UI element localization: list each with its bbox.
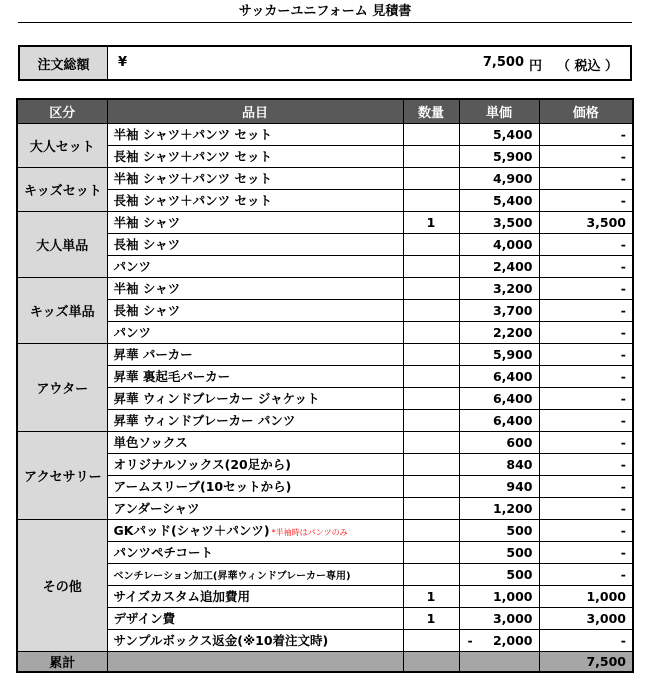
price-cell: - bbox=[539, 541, 633, 563]
unit-price-cell bbox=[459, 167, 539, 189]
item-cell bbox=[107, 211, 403, 233]
item-name: 半袖 シャツ bbox=[113, 281, 181, 296]
header-price: 価格 bbox=[539, 99, 633, 123]
summary-label: 累計 bbox=[17, 651, 107, 672]
price-cell: - bbox=[539, 255, 633, 277]
unit-price-value: 3,500 bbox=[492, 214, 533, 230]
table-row bbox=[17, 541, 633, 563]
item-name: アームスリーブ(10セットから) bbox=[113, 479, 292, 494]
quantity-cell[interactable] bbox=[403, 475, 459, 497]
table-row bbox=[17, 629, 633, 651]
category-cell: 大人単品 bbox=[17, 211, 107, 277]
table-row bbox=[17, 255, 633, 277]
order-total-label: 注文総額 bbox=[20, 47, 108, 79]
price-cell: - bbox=[539, 519, 633, 541]
estimate-table-body bbox=[17, 123, 633, 672]
unit-price-value: 3,000 bbox=[492, 610, 533, 626]
item-name: 長袖 シャツ＋パンツ セット bbox=[113, 149, 272, 164]
table-row bbox=[17, 277, 633, 299]
table-row bbox=[17, 123, 633, 145]
item-cell bbox=[107, 475, 403, 497]
unit-price-value: 6,400 bbox=[492, 412, 533, 428]
item-name: デザイン費 bbox=[113, 611, 176, 626]
item-name: サイズカスタム追加費用 bbox=[113, 589, 251, 604]
item-cell bbox=[107, 607, 403, 629]
unit-price-value: 5,900 bbox=[492, 346, 533, 362]
unit-price-cell bbox=[459, 189, 539, 211]
price-cell: - bbox=[539, 145, 633, 167]
unit-price-value: 4,000 bbox=[492, 236, 533, 252]
order-total-unit: 円 bbox=[528, 59, 542, 74]
table-row bbox=[17, 431, 633, 453]
item-cell bbox=[107, 387, 403, 409]
item-cell bbox=[107, 519, 403, 541]
item-cell bbox=[107, 145, 403, 167]
item-cell bbox=[107, 167, 403, 189]
header-item: 品目 bbox=[107, 99, 403, 123]
item-cell bbox=[107, 541, 403, 563]
quantity-cell[interactable] bbox=[403, 321, 459, 343]
item-name: 昇華 パーカー bbox=[113, 347, 193, 362]
item-note: *半袖時はパンツのみ bbox=[271, 528, 348, 537]
table-row bbox=[17, 453, 633, 475]
category-cell: キッズセット bbox=[17, 167, 107, 211]
item-name: 昇華 ウィンドブレーカー パンツ bbox=[113, 413, 296, 428]
item-cell bbox=[107, 189, 403, 211]
item-cell bbox=[107, 343, 403, 365]
summary-empty-cell bbox=[459, 651, 539, 672]
price-cell: - bbox=[539, 453, 633, 475]
tax-included-note: （ 税込 ） bbox=[556, 59, 618, 74]
item-name: 半袖 シャツ bbox=[113, 215, 181, 230]
summary-amount: 7,500 bbox=[539, 651, 633, 672]
quantity-cell[interactable] bbox=[403, 233, 459, 255]
estimate-table bbox=[16, 98, 634, 673]
unit-price-cell bbox=[459, 145, 539, 167]
unit-price-cell bbox=[459, 497, 539, 519]
quantity-cell[interactable] bbox=[403, 563, 459, 585]
table-row bbox=[17, 387, 633, 409]
item-name: サンプルボックス返金(※10着注文時) bbox=[113, 633, 329, 648]
item-cell bbox=[107, 585, 403, 607]
unit-price-cell bbox=[459, 277, 539, 299]
table-row bbox=[17, 233, 633, 255]
quantity-cell[interactable]: 1 bbox=[403, 607, 459, 629]
quantity-cell[interactable] bbox=[403, 255, 459, 277]
unit-price-value: 1,200 bbox=[492, 500, 533, 516]
item-cell bbox=[107, 277, 403, 299]
table-row bbox=[17, 365, 633, 387]
unit-price-cell bbox=[459, 431, 539, 453]
item-name: パンツペチコート bbox=[113, 545, 214, 560]
quantity-cell[interactable]: 1 bbox=[403, 211, 459, 233]
price-cell: - bbox=[539, 409, 633, 431]
unit-price-cell bbox=[459, 629, 539, 651]
table-row bbox=[17, 167, 633, 189]
unit-price-cell bbox=[459, 123, 539, 145]
price-cell: - bbox=[539, 343, 633, 365]
currency-symbol: ¥ bbox=[118, 55, 128, 70]
quantity-cell[interactable] bbox=[403, 277, 459, 299]
unit-price-cell bbox=[459, 607, 539, 629]
minus-sign: - bbox=[467, 632, 473, 648]
price-cell: - bbox=[539, 167, 633, 189]
unit-price-value: 3,200 bbox=[492, 280, 533, 296]
price-cell: - bbox=[539, 497, 633, 519]
unit-price-value: 940 bbox=[506, 478, 533, 494]
item-cell bbox=[107, 431, 403, 453]
unit-price-value: 5,900 bbox=[492, 148, 533, 164]
item-name: 長袖 シャツ＋パンツ セット bbox=[113, 193, 272, 208]
quantity-cell[interactable] bbox=[403, 145, 459, 167]
item-name: GKパッド(シャツ＋パンツ) bbox=[113, 523, 270, 538]
unit-price-cell bbox=[459, 233, 539, 255]
table-row bbox=[17, 497, 633, 519]
price-cell: - bbox=[539, 233, 633, 255]
quantity-cell[interactable] bbox=[403, 629, 459, 651]
price-cell: - bbox=[539, 189, 633, 211]
unit-price-cell bbox=[459, 365, 539, 387]
unit-price-value: 6,400 bbox=[492, 390, 533, 406]
item-cell bbox=[107, 409, 403, 431]
price-cell: - bbox=[539, 563, 633, 585]
price-cell: - bbox=[539, 123, 633, 145]
price-cell: - bbox=[539, 277, 633, 299]
price-cell: - bbox=[539, 629, 633, 651]
unit-price-cell bbox=[459, 343, 539, 365]
header-unit-price: 単価 bbox=[459, 99, 539, 123]
table-row bbox=[17, 189, 633, 211]
category-cell: キッズ単品 bbox=[17, 277, 107, 343]
unit-price-value: 2,200 bbox=[492, 324, 533, 340]
unit-price-value: 500 bbox=[506, 522, 533, 538]
item-cell bbox=[107, 629, 403, 651]
category-cell: 大人セット bbox=[17, 123, 107, 167]
table-row bbox=[17, 475, 633, 497]
order-total-value-cell bbox=[108, 47, 630, 79]
header-quantity: 数量 bbox=[403, 99, 459, 123]
unit-price-value: 2,400 bbox=[492, 258, 533, 274]
item-name: オリジナルソックス(20足から) bbox=[113, 457, 291, 472]
unit-price-cell bbox=[459, 299, 539, 321]
page-title: サッカーユニフォーム 見積書 bbox=[18, 0, 632, 23]
item-name: パンツ bbox=[113, 259, 152, 274]
price-cell: - bbox=[539, 321, 633, 343]
unit-price-cell bbox=[459, 585, 539, 607]
table-row bbox=[17, 607, 633, 629]
unit-price-cell bbox=[459, 563, 539, 585]
table-row bbox=[17, 321, 633, 343]
price-cell: 3,500 bbox=[539, 211, 633, 233]
header-category: 区分 bbox=[17, 99, 107, 123]
item-cell bbox=[107, 365, 403, 387]
unit-price-value: 1,000 bbox=[492, 588, 533, 604]
item-name: 昇華 ウィンドブレーカー ジャケット bbox=[113, 391, 320, 406]
item-name: 昇華 裏起毛パーカー bbox=[113, 369, 231, 384]
order-total-amount: 7,500 bbox=[482, 55, 524, 70]
item-cell bbox=[107, 563, 403, 585]
unit-price-value: 5,400 bbox=[492, 192, 533, 208]
item-name: 長袖 シャツ bbox=[113, 237, 181, 252]
price-cell: - bbox=[539, 387, 633, 409]
item-name: 半袖 シャツ＋パンツ セット bbox=[113, 171, 272, 186]
item-cell bbox=[107, 233, 403, 255]
table-row bbox=[17, 409, 633, 431]
summary-empty-cell bbox=[403, 651, 459, 672]
unit-price-cell bbox=[459, 453, 539, 475]
unit-price-value: 2,000 bbox=[492, 632, 533, 648]
price-cell: - bbox=[539, 365, 633, 387]
unit-price-value: 500 bbox=[506, 566, 533, 582]
item-name: 単色ソックス bbox=[113, 435, 188, 450]
unit-price-cell bbox=[459, 387, 539, 409]
quantity-cell[interactable] bbox=[403, 453, 459, 475]
item-name: 長袖 シャツ bbox=[113, 303, 181, 318]
table-row bbox=[17, 585, 633, 607]
item-cell bbox=[107, 453, 403, 475]
quantity-cell[interactable] bbox=[403, 123, 459, 145]
table-row bbox=[17, 145, 633, 167]
table-header-row bbox=[17, 99, 633, 123]
unit-price-cell bbox=[459, 321, 539, 343]
unit-price-cell bbox=[459, 409, 539, 431]
price-cell: 3,000 bbox=[539, 607, 633, 629]
price-cell: 1,000 bbox=[539, 585, 633, 607]
price-cell: - bbox=[539, 431, 633, 453]
category-cell: アウター bbox=[17, 343, 107, 431]
unit-price-value: 5,400 bbox=[492, 126, 533, 142]
item-cell bbox=[107, 321, 403, 343]
unit-price-cell bbox=[459, 211, 539, 233]
item-name: ベンチレーション加工(昇華ウィンドブレーカー専用) bbox=[113, 570, 351, 582]
item-name: 半袖 シャツ＋パンツ セット bbox=[113, 127, 272, 142]
summary-row bbox=[17, 651, 633, 672]
quantity-cell[interactable] bbox=[403, 431, 459, 453]
quantity-cell[interactable] bbox=[403, 519, 459, 541]
item-cell bbox=[107, 255, 403, 277]
unit-price-value: 3,700 bbox=[492, 302, 533, 318]
unit-price-cell bbox=[459, 519, 539, 541]
unit-price-value: 6,400 bbox=[492, 368, 533, 384]
unit-price-value: 4,900 bbox=[492, 170, 533, 186]
unit-price-cell bbox=[459, 255, 539, 277]
quantity-cell[interactable] bbox=[403, 343, 459, 365]
table-row bbox=[17, 519, 633, 541]
quantity-cell[interactable] bbox=[403, 497, 459, 519]
quantity-cell[interactable] bbox=[403, 387, 459, 409]
item-cell bbox=[107, 497, 403, 519]
quantity-cell[interactable] bbox=[403, 189, 459, 211]
category-cell: アクセサリー bbox=[17, 431, 107, 519]
quantity-cell[interactable] bbox=[403, 541, 459, 563]
quantity-cell[interactable] bbox=[403, 365, 459, 387]
table-row bbox=[17, 211, 633, 233]
quantity-cell[interactable] bbox=[403, 409, 459, 431]
summary-empty-cell bbox=[107, 651, 403, 672]
table-row bbox=[17, 343, 633, 365]
unit-price-cell bbox=[459, 475, 539, 497]
price-cell: - bbox=[539, 475, 633, 497]
unit-price-value: 600 bbox=[506, 434, 533, 450]
unit-price-value: 500 bbox=[506, 544, 533, 560]
item-name: アンダーシャツ bbox=[113, 501, 200, 516]
price-cell: - bbox=[539, 299, 633, 321]
order-total-box bbox=[18, 45, 632, 81]
quantity-cell[interactable] bbox=[403, 167, 459, 189]
quantity-cell[interactable]: 1 bbox=[403, 585, 459, 607]
quantity-cell[interactable] bbox=[403, 299, 459, 321]
item-name: パンツ bbox=[113, 325, 152, 340]
unit-price-cell bbox=[459, 541, 539, 563]
table-row bbox=[17, 299, 633, 321]
category-cell: その他 bbox=[17, 519, 107, 651]
item-cell bbox=[107, 123, 403, 145]
table-row bbox=[17, 563, 633, 585]
item-cell bbox=[107, 299, 403, 321]
unit-price-value: 840 bbox=[506, 456, 533, 472]
